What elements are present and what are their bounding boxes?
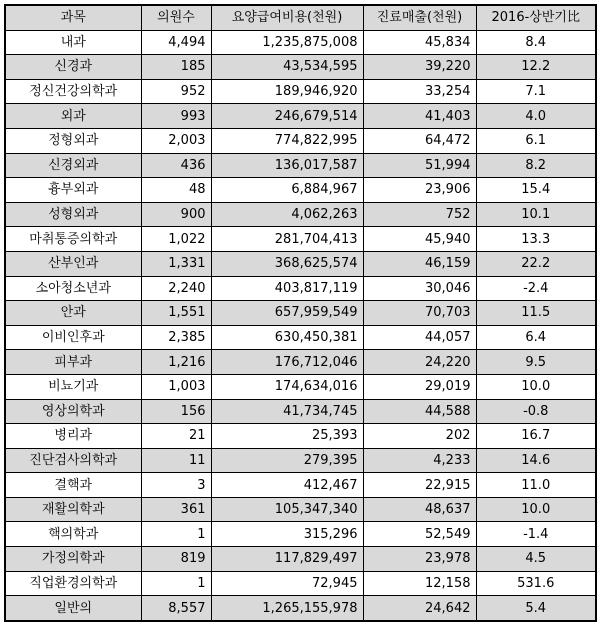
clinic-count-cell: 2,240 [141,276,211,301]
table-row [5,448,596,473]
clinic-count-cell: 185 [141,55,211,80]
revenue-cell: 23,978 [363,547,476,572]
department-cell: 가정의학과 [5,547,141,572]
clinic-count-cell: 361 [141,497,211,522]
table-row [5,522,596,547]
department-cell: 직업환경의학과 [5,571,141,596]
clinic-count-cell: 2,385 [141,325,211,350]
growth-rate-cell: 10.0 [476,374,596,399]
benefit-cost-cell: 105,347,340 [211,497,363,522]
clinic-count-cell: 1,331 [141,251,211,276]
clinic-stats-table [4,4,597,622]
growth-rate-cell: 4.0 [476,104,596,129]
clinic-count-cell: 1,022 [141,227,211,252]
benefit-cost-cell: 630,450,381 [211,325,363,350]
table-row [5,251,596,276]
department-cell: 흉부외과 [5,178,141,203]
benefit-cost-cell: 136,017,587 [211,153,363,178]
benefit-cost-cell: 25,393 [211,424,363,449]
department-cell: 재활의학과 [5,497,141,522]
revenue-cell: 202 [363,424,476,449]
revenue-cell: 45,834 [363,30,476,55]
table-row [5,350,596,375]
clinic-count-cell: 1,003 [141,374,211,399]
clinic-count-cell: 48 [141,178,211,203]
department-cell: 소아청소년과 [5,276,141,301]
growth-rate-cell: 14.6 [476,448,596,473]
revenue-cell: 24,220 [363,350,476,375]
revenue-cell: 51,994 [363,153,476,178]
revenue-cell: 45,940 [363,227,476,252]
table-row [5,301,596,326]
growth-rate-cell: 11.0 [476,473,596,498]
department-cell: 내과 [5,30,141,55]
benefit-cost-cell: 72,945 [211,571,363,596]
clinic-count-cell: 21 [141,424,211,449]
clinic-count-cell: 1 [141,522,211,547]
department-cell: 피부과 [5,350,141,375]
header-row [5,5,596,30]
benefit-cost-cell: 368,625,574 [211,251,363,276]
revenue-cell: 12,158 [363,571,476,596]
table-row [5,497,596,522]
department-cell: 비뇨기과 [5,374,141,399]
table-row [5,178,596,203]
revenue-cell: 33,254 [363,79,476,104]
benefit-cost-cell: 1,265,155,978 [211,596,363,621]
clinic-count-cell: 436 [141,153,211,178]
department-cell: 외과 [5,104,141,129]
clinic-count-cell: 11 [141,448,211,473]
benefit-cost-cell: 281,704,413 [211,227,363,252]
revenue-cell: 64,472 [363,128,476,153]
benefit-cost-cell: 41,734,745 [211,399,363,424]
clinic-count-cell: 3 [141,473,211,498]
clinic-count-cell: 2,003 [141,128,211,153]
header-growth-rate: 2016-상반기比 [476,5,596,30]
clinic-count-cell: 1,551 [141,301,211,326]
clinic-count-cell: 993 [141,104,211,129]
department-cell: 핵의학과 [5,522,141,547]
header-department: 과목 [5,5,141,30]
benefit-cost-cell: 6,884,967 [211,178,363,203]
table-body [5,30,596,621]
growth-rate-cell: 8.4 [476,30,596,55]
revenue-cell: 23,906 [363,178,476,203]
growth-rate-cell: 7.1 [476,79,596,104]
department-cell: 결핵과 [5,473,141,498]
department-cell: 일반의 [5,596,141,621]
revenue-cell: 752 [363,202,476,227]
growth-rate-cell: 10.0 [476,497,596,522]
growth-rate-cell: 10.1 [476,202,596,227]
department-cell: 영상의학과 [5,399,141,424]
department-cell: 성형외과 [5,202,141,227]
revenue-cell: 41,403 [363,104,476,129]
table-row [5,473,596,498]
growth-rate-cell: 16.7 [476,424,596,449]
table-row [5,30,596,55]
department-cell: 산부인과 [5,251,141,276]
department-cell: 신경외과 [5,153,141,178]
growth-rate-cell: 531.6 [476,571,596,596]
benefit-cost-cell: 774,822,995 [211,128,363,153]
growth-rate-cell: 12.2 [476,55,596,80]
department-cell: 병리과 [5,424,141,449]
revenue-cell: 46,159 [363,251,476,276]
growth-rate-cell: 11.5 [476,301,596,326]
growth-rate-cell: 15.4 [476,178,596,203]
growth-rate-cell: 9.5 [476,350,596,375]
header-clinic-count: 의원수 [141,5,211,30]
table-row [5,325,596,350]
benefit-cost-cell: 4,062,263 [211,202,363,227]
benefit-cost-cell: 117,829,497 [211,547,363,572]
benefit-cost-cell: 657,959,549 [211,301,363,326]
revenue-cell: 44,057 [363,325,476,350]
header-benefit-cost: 요양급여비용(천원) [211,5,363,30]
header-revenue: 진료매출(천원) [363,5,476,30]
department-cell: 정형외과 [5,128,141,153]
clinic-count-cell: 156 [141,399,211,424]
benefit-cost-cell: 279,395 [211,448,363,473]
table-row [5,374,596,399]
department-cell: 안과 [5,301,141,326]
revenue-cell: 44,588 [363,399,476,424]
department-cell: 정신건강의학과 [5,79,141,104]
growth-rate-cell: -2.4 [476,276,596,301]
growth-rate-cell: 8.2 [476,153,596,178]
clinic-count-cell: 900 [141,202,211,227]
revenue-cell: 48,637 [363,497,476,522]
clinic-count-cell: 952 [141,79,211,104]
revenue-cell: 22,915 [363,473,476,498]
growth-rate-cell: 5.4 [476,596,596,621]
benefit-cost-cell: 412,467 [211,473,363,498]
revenue-cell: 29,019 [363,374,476,399]
growth-rate-cell: 13.3 [476,227,596,252]
department-cell: 신경과 [5,55,141,80]
table-row [5,55,596,80]
growth-rate-cell: 4.5 [476,547,596,572]
table-row [5,596,596,621]
table-row [5,276,596,301]
table-row [5,153,596,178]
clinic-count-cell: 819 [141,547,211,572]
table-row [5,79,596,104]
clinic-count-cell: 8,557 [141,596,211,621]
clinic-count-cell: 1,216 [141,350,211,375]
table-row [5,571,596,596]
table-row [5,128,596,153]
growth-rate-cell: 6.4 [476,325,596,350]
table-row [5,424,596,449]
revenue-cell: 39,220 [363,55,476,80]
table-row [5,547,596,572]
clinic-count-cell: 1 [141,571,211,596]
table-row [5,202,596,227]
revenue-cell: 4,233 [363,448,476,473]
clinic-count-cell: 4,494 [141,30,211,55]
table-row [5,399,596,424]
department-cell: 이비인후과 [5,325,141,350]
benefit-cost-cell: 403,817,119 [211,276,363,301]
revenue-cell: 30,046 [363,276,476,301]
table-container [4,4,597,622]
growth-rate-cell: -0.8 [476,399,596,424]
benefit-cost-cell: 174,634,016 [211,374,363,399]
department-cell: 진단검사의학과 [5,448,141,473]
benefit-cost-cell: 315,296 [211,522,363,547]
revenue-cell: 24,642 [363,596,476,621]
benefit-cost-cell: 43,534,595 [211,55,363,80]
benefit-cost-cell: 1,235,875,008 [211,30,363,55]
benefit-cost-cell: 246,679,514 [211,104,363,129]
revenue-cell: 70,703 [363,301,476,326]
benefit-cost-cell: 176,712,046 [211,350,363,375]
growth-rate-cell: 22.2 [476,251,596,276]
department-cell: 마취통증의학과 [5,227,141,252]
table-row [5,227,596,252]
growth-rate-cell: -1.4 [476,522,596,547]
benefit-cost-cell: 189,946,920 [211,79,363,104]
revenue-cell: 52,549 [363,522,476,547]
growth-rate-cell: 6.1 [476,128,596,153]
table-row [5,104,596,129]
